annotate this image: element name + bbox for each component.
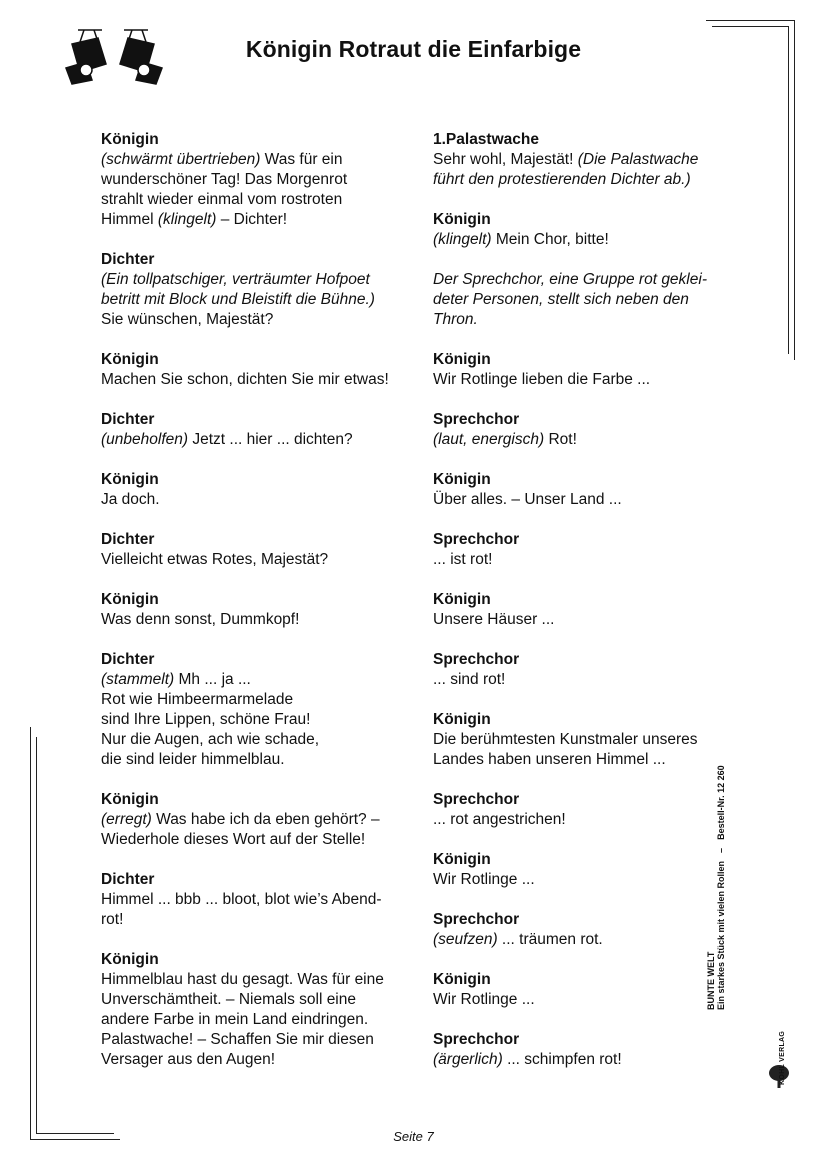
spoken-text: Unsere Häuser ...	[433, 611, 555, 628]
spoken-text: strahlt wieder einmal vom rostroten	[101, 191, 343, 208]
sidebar-separator: –	[716, 847, 726, 853]
dialogue-line	[101, 670, 416, 690]
spoken-text: ... ist rot!	[433, 551, 493, 568]
publisher-sidebar	[706, 730, 726, 1010]
dialogue-line	[433, 1050, 743, 1070]
dialogue-line	[101, 1050, 416, 1070]
speaker-name: Königin	[101, 951, 159, 968]
speaker-name: Königin	[433, 851, 491, 868]
sidebar-order-number: Bestell-Nr. 12 260	[716, 765, 726, 840]
speaker-name: Königin	[433, 351, 491, 368]
dialogue-block	[433, 270, 743, 330]
spoken-text: Wir Rotlinge ...	[433, 871, 535, 888]
spoken-text: Himmel ... bbb ... bloot, blot wie’s Abend-	[101, 891, 382, 908]
frame-left-line	[30, 727, 31, 1139]
dialogue-line	[433, 990, 743, 1010]
spoken-text: Wir Rotlinge lieben die Farbe ...	[433, 371, 651, 388]
speaker-name: Dichter	[101, 411, 155, 428]
speaker-name: Königin	[433, 591, 491, 608]
spoken-text: ... rot angestrichen!	[433, 811, 566, 828]
dialogue-block	[101, 650, 416, 770]
frame-top-line	[706, 20, 794, 21]
dialogue-line	[101, 910, 416, 930]
dialogue-line	[101, 290, 416, 310]
spoken-text: Was für ein	[260, 151, 343, 168]
speaker-name: Sprechchor	[433, 651, 520, 668]
dialogue-block	[101, 350, 416, 390]
speaker-name: Dichter	[101, 531, 155, 548]
sidebar-series: BUNTE WELT	[706, 951, 716, 1010]
dialogue-line	[101, 690, 416, 710]
spoken-text: Versager aus den Augen!	[101, 1051, 276, 1068]
dialogue-block	[101, 410, 416, 450]
stage-direction: (Ein tollpatschiger, verträumter Hofpoet	[101, 271, 370, 288]
spoken-text: Himmelblau hast du gesagt. Was für eine	[101, 971, 384, 988]
dialogue-line	[433, 370, 743, 390]
dialogue-block	[433, 410, 743, 450]
dialogue-block	[433, 1030, 743, 1070]
spoken-text: Sehr wohl, Majestät!	[433, 151, 578, 168]
stage-direction: (schwärmt übertrieben)	[101, 151, 261, 168]
dialogue-block	[101, 250, 416, 330]
spoken-text: wunderschöner Tag! Das Morgenrot	[101, 171, 348, 188]
dialogue-line	[101, 610, 416, 630]
dialogue-block	[101, 470, 416, 510]
dialogue-line	[433, 730, 743, 750]
spoken-text: Über alles. – Unser Land ...	[433, 491, 622, 508]
speaker-name: Königin	[101, 351, 159, 368]
speaker-name: Königin	[101, 591, 159, 608]
dialogue-line	[101, 310, 416, 330]
dialogue-line	[433, 290, 743, 310]
dialogue-line	[101, 990, 416, 1010]
dialogue-block	[433, 847, 743, 890]
dialogue-line	[101, 430, 416, 450]
dialogue-line	[101, 830, 416, 850]
speaker-name: Königin	[101, 471, 159, 488]
spoken-text: die sind leider himmelblau.	[101, 751, 285, 768]
dialogue-block	[433, 650, 743, 690]
dialogue-line	[101, 970, 416, 990]
speaker-name: Sprechchor	[433, 411, 520, 428]
dialogue-line	[101, 150, 416, 170]
frame-right-line-inner	[788, 26, 789, 354]
dialogue-line	[433, 930, 743, 950]
spoken-text: Rot wie Himbeermarmelade	[101, 691, 294, 708]
stage-direction: (unbeholfen)	[101, 431, 189, 448]
dialogue-line	[101, 270, 416, 290]
dialogue-block	[433, 710, 743, 770]
sidebar-subtitle: Ein starkes Stück mit vielen Rollen	[716, 860, 726, 1010]
dialogue-line	[433, 670, 743, 690]
spoken-text: Wir Rotlinge ...	[433, 991, 535, 1008]
speaker-name: Dichter	[101, 651, 155, 668]
dialogue-block	[433, 350, 743, 390]
dialogue-block	[433, 790, 743, 830]
dialogue-line	[101, 1010, 416, 1030]
dialogue-block	[101, 590, 416, 630]
dialogue-line	[101, 370, 416, 390]
speaker-name: Königin	[101, 791, 159, 808]
spoken-text: Jetzt ... hier ... dichten?	[188, 431, 353, 448]
spoken-text: Was habe ich da eben gehört? –	[151, 811, 380, 828]
stage-direction: (erregt)	[101, 811, 152, 828]
dialogue-block	[101, 950, 416, 1070]
spoken-text: Sie wünschen, Majestät?	[101, 311, 274, 328]
dialogue-line	[433, 610, 743, 630]
spoken-text: Machen Sie schon, dichten Sie mir etwas!	[101, 371, 389, 388]
page-title: Königin Rotraut die Einfarbige	[245, 36, 582, 62]
stage-direction: führt den protestierenden Dichter ab.)	[433, 171, 691, 188]
dialogue-line	[433, 750, 743, 770]
spoken-text: ... träumen rot.	[497, 931, 603, 948]
dialogue-line	[101, 210, 416, 230]
dialogue-line	[433, 310, 743, 330]
spoken-text: Landes haben unseren Himmel ...	[433, 751, 666, 768]
stage-direction: (seufzen)	[433, 931, 498, 948]
spoken-text: – Dichter!	[216, 211, 288, 228]
stage-direction: (Die Palastwache	[577, 151, 699, 168]
dialogue-block	[101, 870, 416, 930]
stage-direction: (klingelt)	[157, 211, 217, 228]
dialogue-line	[101, 190, 416, 210]
stage-direction: Der Sprechchor, eine Gruppe rot geklei-	[433, 271, 707, 288]
dialogue-line	[101, 1030, 416, 1050]
dialogue-line	[101, 170, 416, 190]
spoken-text: ... schimpfen rot!	[502, 1051, 622, 1068]
spoken-text: Vielleicht etwas Rotes, Majestät?	[101, 551, 329, 568]
page-number: Seite 7	[393, 1129, 434, 1144]
spoken-text: Die berühmtesten Kunstmaler unseres	[433, 731, 698, 748]
spoken-text: Unverschämtheit. – Niemals soll eine	[101, 991, 356, 1008]
publisher-logo-text: KOHL VERLAG	[779, 1030, 786, 1085]
spoken-text: sind Ihre Lippen, schöne Frau!	[101, 711, 311, 728]
speaker-name: Königin	[433, 711, 491, 728]
spoken-text: andere Farbe in mein Land eindringen.	[101, 1011, 369, 1028]
dialogue-line	[101, 710, 416, 730]
dialogue-block	[433, 130, 743, 190]
spoken-text: Ja doch.	[101, 491, 160, 508]
dialogue-column-left	[101, 130, 416, 1090]
dialogue-line	[101, 810, 416, 830]
speaker-name: Königin	[433, 211, 491, 228]
speaker-name: Sprechchor	[433, 791, 520, 808]
dialogue-line	[433, 150, 743, 170]
stage-direction: Thron.	[433, 311, 478, 328]
dialogue-line	[433, 270, 743, 290]
spoken-text: Himmel	[101, 211, 158, 228]
spoken-text: Wiederhole dieses Wort auf der Stelle!	[101, 831, 366, 848]
stage-direction: (laut, energisch)	[433, 431, 545, 448]
speaker-name: Dichter	[101, 871, 155, 888]
sidebar-order-line	[716, 730, 726, 1010]
dialogue-line	[433, 870, 743, 890]
spoken-text: Rot!	[544, 431, 577, 448]
dialogue-line	[433, 810, 743, 830]
spoken-text: ... sind rot!	[433, 671, 506, 688]
dialogue-block	[101, 130, 416, 230]
speaker-name: Königin	[433, 471, 491, 488]
spoken-text: Mh ... ja ...	[174, 671, 251, 688]
dialogue-line	[433, 490, 743, 510]
spoken-text: Was denn sonst, Dummkopf!	[101, 611, 300, 628]
spoken-text: rot!	[101, 911, 124, 928]
speaker-name: Dichter	[101, 251, 155, 268]
dialogue-line	[101, 890, 416, 910]
spoken-text: Nur die Augen, ach wie schade,	[101, 731, 319, 748]
spoken-text: Mein Chor, bitte!	[491, 231, 609, 248]
stage-direction: deter Personen, stellt sich neben den	[433, 291, 689, 308]
frame-right-line	[794, 20, 795, 360]
speaker-name: Königin	[101, 131, 159, 148]
speaker-name: Königin	[433, 971, 491, 988]
dialogue-block	[433, 530, 743, 570]
dialogue-line	[433, 230, 743, 250]
stage-direction: (stammelt)	[101, 671, 175, 688]
frame-top-line-inner	[712, 26, 788, 27]
dialogue-block	[433, 210, 743, 250]
speaker-name: Sprechchor	[433, 1031, 520, 1048]
dialogue-line	[433, 430, 743, 450]
dialogue-block	[433, 470, 743, 510]
spoken-text: Palastwache! – Schaffen Sie mir diesen	[101, 1031, 374, 1048]
dialogue-block	[433, 970, 743, 1010]
dialogue-column-right	[433, 130, 743, 1090]
dialogue-line	[101, 750, 416, 770]
stage-direction: betritt mit Block und Bleistift die Bühne.)	[101, 291, 375, 308]
dialogue-line	[101, 550, 416, 570]
dialogue-line	[101, 730, 416, 750]
speaker-name: 1.Palastwache	[433, 131, 539, 148]
stage-direction: (ärgerlich)	[433, 1051, 503, 1068]
frame-left-line-inner	[36, 737, 37, 1133]
speaker-name: Sprechchor	[433, 911, 520, 928]
dialogue-line	[433, 550, 743, 570]
dialogue-block	[101, 790, 416, 850]
dialogue-block	[433, 910, 743, 950]
stage-direction: (klingelt)	[433, 231, 492, 248]
dialogue-line	[433, 170, 743, 190]
dialogue-block	[433, 590, 743, 630]
dialogue-line	[101, 490, 416, 510]
speaker-name: Sprechchor	[433, 531, 520, 548]
dialogue-block	[101, 530, 416, 570]
